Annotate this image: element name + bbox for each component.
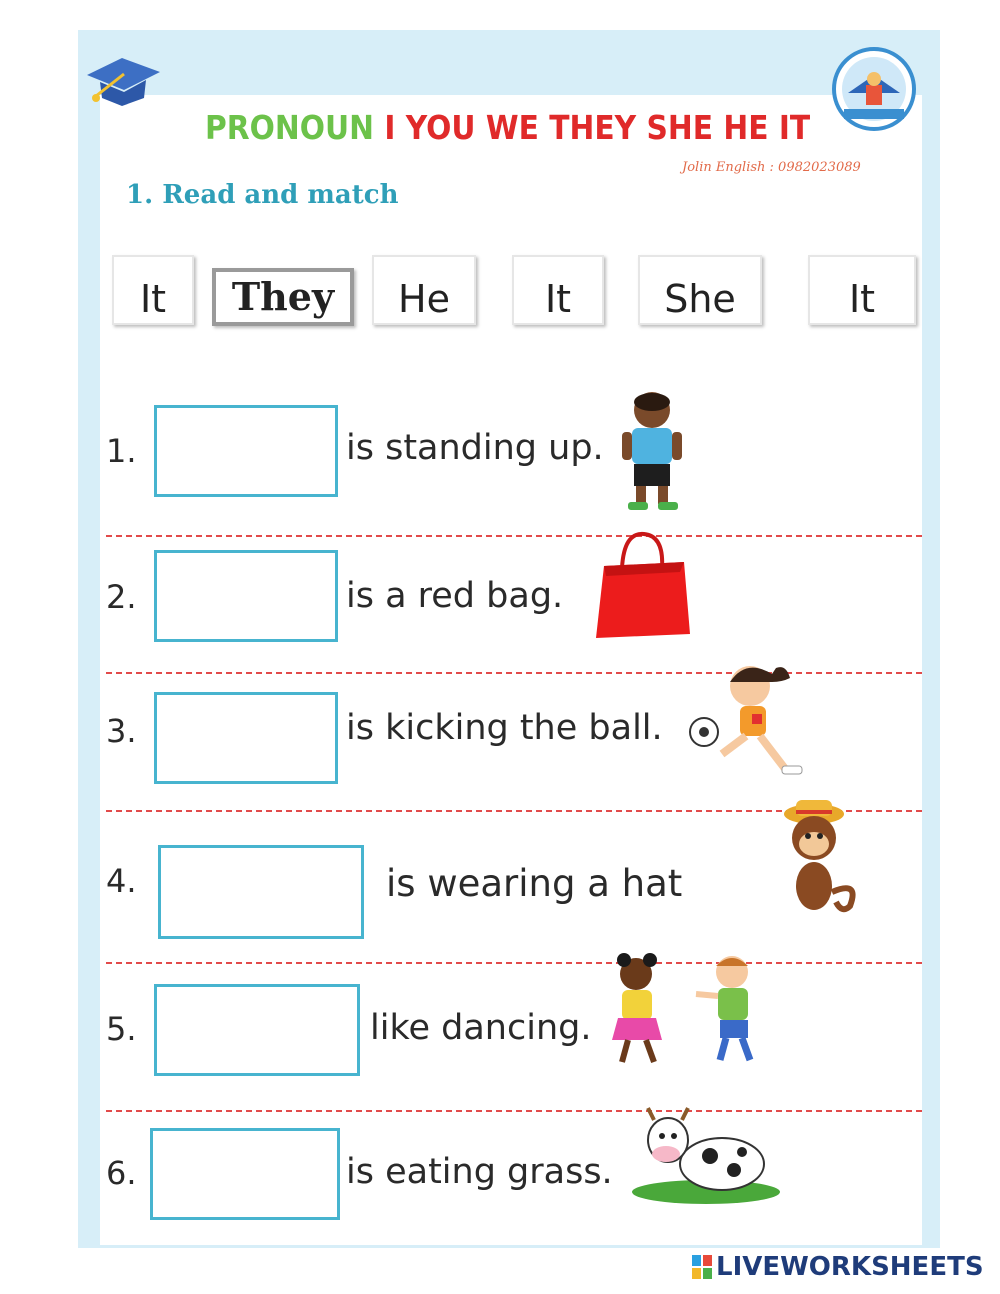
word-card-3[interactable]: He <box>372 255 476 325</box>
footer-brand: LIVEWORKSHEETS <box>716 1252 984 1282</box>
red-bag-icon <box>592 528 692 640</box>
item-sentence: is standing up. <box>346 428 604 468</box>
item-sentence: is wearing a hat <box>386 862 683 905</box>
item-number: 1. <box>106 432 137 470</box>
title-pronoun-list: I YOU WE THEY SHE HE IT <box>384 108 811 147</box>
item-number: 6. <box>106 1154 137 1192</box>
word-card-4[interactable]: It <box>512 255 604 325</box>
divider <box>106 1110 922 1112</box>
divider <box>106 962 922 964</box>
worksheet-title <box>205 108 810 147</box>
item-number: 3. <box>106 712 137 750</box>
answer-box-5[interactable] <box>154 984 360 1076</box>
item-sentence: is eating grass. <box>346 1152 613 1192</box>
word-card-5[interactable]: She <box>638 255 762 325</box>
answer-box-4[interactable] <box>158 845 364 939</box>
divider <box>106 535 922 537</box>
word-card-6[interactable]: It <box>808 255 916 325</box>
kids-dancing-icon <box>596 950 770 1070</box>
answer-box-6[interactable] <box>150 1128 340 1220</box>
item-number: 4. <box>106 862 137 900</box>
graduation-cap-icon <box>82 40 162 110</box>
answer-box-3[interactable] <box>154 692 338 784</box>
item-number: 5. <box>106 1010 137 1048</box>
item-sentence: like dancing. <box>370 1008 592 1048</box>
monkey-hat-icon <box>776 796 862 922</box>
answer-box-1[interactable] <box>154 405 338 497</box>
word-card-2[interactable]: They <box>212 268 354 326</box>
girl-kicking-ball-icon <box>686 656 816 782</box>
boy-standing-icon <box>612 388 692 518</box>
cow-eating-grass-icon <box>630 1100 782 1206</box>
item-number: 2. <box>106 578 137 616</box>
item-sentence: is a red bag. <box>346 576 564 616</box>
liveworksheets-logo-icon <box>692 1255 712 1279</box>
item-sentence: is kicking the ball. <box>346 708 663 748</box>
title-pronoun: PRONOUN <box>205 108 374 147</box>
school-logo-icon <box>826 45 922 135</box>
section-heading: 1. Read and match <box>126 180 399 210</box>
answer-box-2[interactable] <box>154 550 338 642</box>
author-credit: Jolin English : 0982023089 <box>682 160 861 175</box>
word-card-1[interactable]: It <box>112 255 194 325</box>
liveworksheets-logo <box>692 1252 984 1282</box>
